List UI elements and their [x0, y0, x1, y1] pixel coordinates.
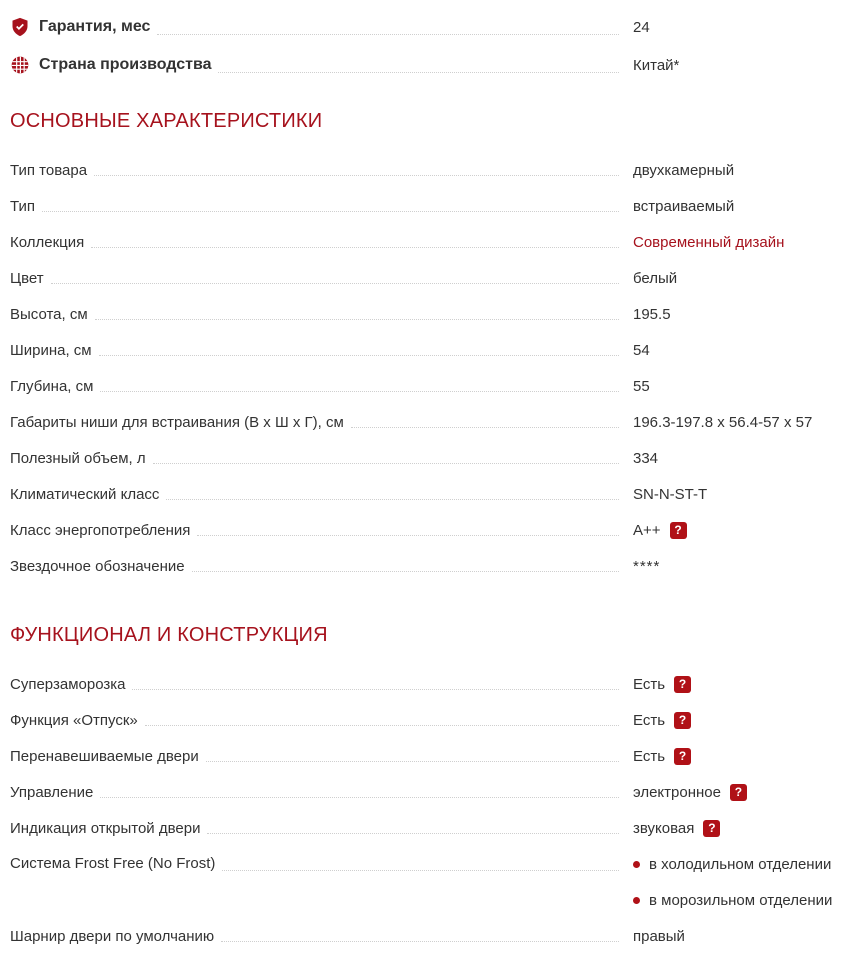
help-icon[interactable]: ?: [674, 712, 691, 729]
dotted-leader: [206, 761, 619, 762]
spec-label: Класс энергопотребления: [10, 521, 191, 539]
shield-check-icon: [10, 17, 30, 37]
dotted-leader: [222, 870, 619, 871]
dotted-leader: [145, 725, 619, 726]
spec-value: [633, 748, 853, 765]
dotted-leader: [197, 535, 619, 536]
spec-row-depth: [10, 368, 853, 404]
help-icon[interactable]: ?: [730, 784, 747, 801]
spec-value: ****: [633, 557, 661, 575]
spec-label: Тип товара: [10, 161, 88, 179]
spec-row-product-type: [10, 152, 853, 188]
spec-value: [633, 784, 853, 801]
spec-label: Глубина, см: [10, 377, 94, 395]
dotted-leader: [132, 689, 619, 690]
dotted-leader: [153, 463, 619, 464]
spec-value: [633, 820, 853, 837]
bullet-text: в морозильном отделении: [649, 891, 833, 909]
spec-value-text: Есть: [633, 711, 666, 729]
spec-row-collection: [10, 224, 853, 260]
dotted-leader: [94, 175, 619, 176]
dotted-leader: [166, 499, 619, 500]
spec-value: SN-N-ST-T: [633, 485, 708, 503]
spec-value: правый: [633, 927, 685, 945]
dotted-leader: [51, 283, 619, 284]
spec-value: 195.5: [633, 305, 671, 323]
spec-label: Управление: [10, 783, 94, 801]
section-title-main-characteristics: ОСНОВНЫЕ ХАРАКТЕРИСТИКИ: [10, 110, 323, 132]
list-item: [633, 882, 853, 918]
dotted-leader: [99, 355, 619, 356]
top-spec-label: Страна производства: [39, 56, 212, 73]
collection-link[interactable]: Современный дизайн: [633, 233, 785, 251]
bullet-dot-icon: [633, 897, 640, 904]
spec-label: Высота, см: [10, 305, 88, 323]
spec-value-text: электронное: [633, 783, 721, 801]
spec-row-vacation-mode: [10, 702, 853, 738]
spec-row-niche-dimensions: [10, 404, 853, 440]
spec-row-color: [10, 260, 853, 296]
dotted-leader: [42, 211, 619, 212]
spec-value: [633, 522, 853, 539]
bullet-text: в холодильном отделении: [649, 855, 832, 873]
spec-label: Габариты ниши для встраивания (В х Ш х Г), см: [10, 413, 344, 431]
help-icon[interactable]: ?: [670, 522, 687, 539]
dotted-leader: [207, 833, 619, 834]
dotted-leader: [221, 941, 619, 942]
spec-row-reversible-doors: [10, 738, 853, 774]
dotted-leader: [100, 391, 619, 392]
top-spec-label: Гарантия, мес: [39, 18, 151, 35]
spec-label: Ширина, см: [10, 341, 92, 359]
spec-row-frost-free: [10, 846, 853, 918]
bullet-dot-icon: [633, 861, 640, 868]
spec-row-width: [10, 332, 853, 368]
spec-row-control: [10, 774, 853, 810]
spec-value: двухкамерный: [633, 161, 735, 179]
top-spec-value: 24: [633, 18, 650, 36]
spec-label: Цвет: [10, 269, 44, 287]
spec-value-text: Есть: [633, 675, 666, 693]
spec-value: белый: [633, 269, 678, 287]
top-spec-row-warranty: [10, 8, 853, 46]
spec-row-door-hinge: [10, 918, 853, 954]
globe-icon: [10, 55, 30, 75]
spec-label: Звездочное обозначение: [10, 557, 185, 575]
spec-label: Тип: [10, 197, 36, 215]
spec-label: Система Frost Free (No Frost): [10, 855, 216, 872]
spec-row-superfreeze: [10, 666, 853, 702]
spec-label: Шарнир двери по умолчанию: [10, 927, 215, 945]
spec-value: 334: [633, 449, 659, 467]
top-spec-row-country: [10, 46, 853, 84]
spec-value-text: Есть: [633, 747, 666, 765]
spec-value: [633, 676, 853, 693]
dotted-leader: [100, 797, 619, 798]
spec-value: встраиваемый: [633, 197, 735, 215]
spec-row-height: [10, 296, 853, 332]
top-spec-value: Китай*: [633, 56, 680, 74]
spec-row-open-door-indication: [10, 810, 853, 846]
help-icon[interactable]: ?: [674, 748, 691, 765]
section-rows-function: [10, 666, 853, 954]
help-icon[interactable]: ?: [674, 676, 691, 693]
spec-value: 54: [633, 341, 650, 359]
section-rows-main: [10, 152, 853, 584]
spec-label: Перенавешиваемые двери: [10, 747, 199, 765]
spec-row-energy-class: [10, 512, 853, 548]
help-icon[interactable]: ?: [703, 820, 720, 837]
dotted-leader: [95, 319, 619, 320]
spec-label: Климатический класс: [10, 485, 160, 503]
spec-row-climate-class: [10, 476, 853, 512]
spec-value-text: звуковая: [633, 819, 695, 837]
section-title-function-construction: ФУНКЦИОНАЛ И КОНСТРУКЦИЯ: [10, 624, 328, 646]
spec-label: Коллекция: [10, 233, 85, 251]
dotted-leader: [91, 247, 619, 248]
spec-row-type: [10, 188, 853, 224]
dotted-leader: [192, 571, 619, 572]
dotted-leader: [351, 427, 619, 428]
dotted-leader: [157, 34, 619, 35]
spec-row-useful-volume: [10, 440, 853, 476]
spec-row-star-rating: [10, 548, 853, 584]
spec-value: 196.3-197.8 x 56.4-57 x 57: [633, 413, 813, 431]
spec-label: Суперзаморозка: [10, 675, 126, 693]
spec-label: Индикация открытой двери: [10, 819, 201, 837]
spec-value: 55: [633, 377, 650, 395]
list-item: [633, 846, 853, 882]
spec-label: Полезный объем, л: [10, 449, 146, 467]
spec-value-text: A++: [633, 521, 661, 539]
spec-value-list: [633, 846, 853, 918]
dotted-leader: [218, 72, 619, 73]
spec-label: Функция «Отпуск»: [10, 711, 138, 729]
spec-value: [633, 712, 853, 729]
